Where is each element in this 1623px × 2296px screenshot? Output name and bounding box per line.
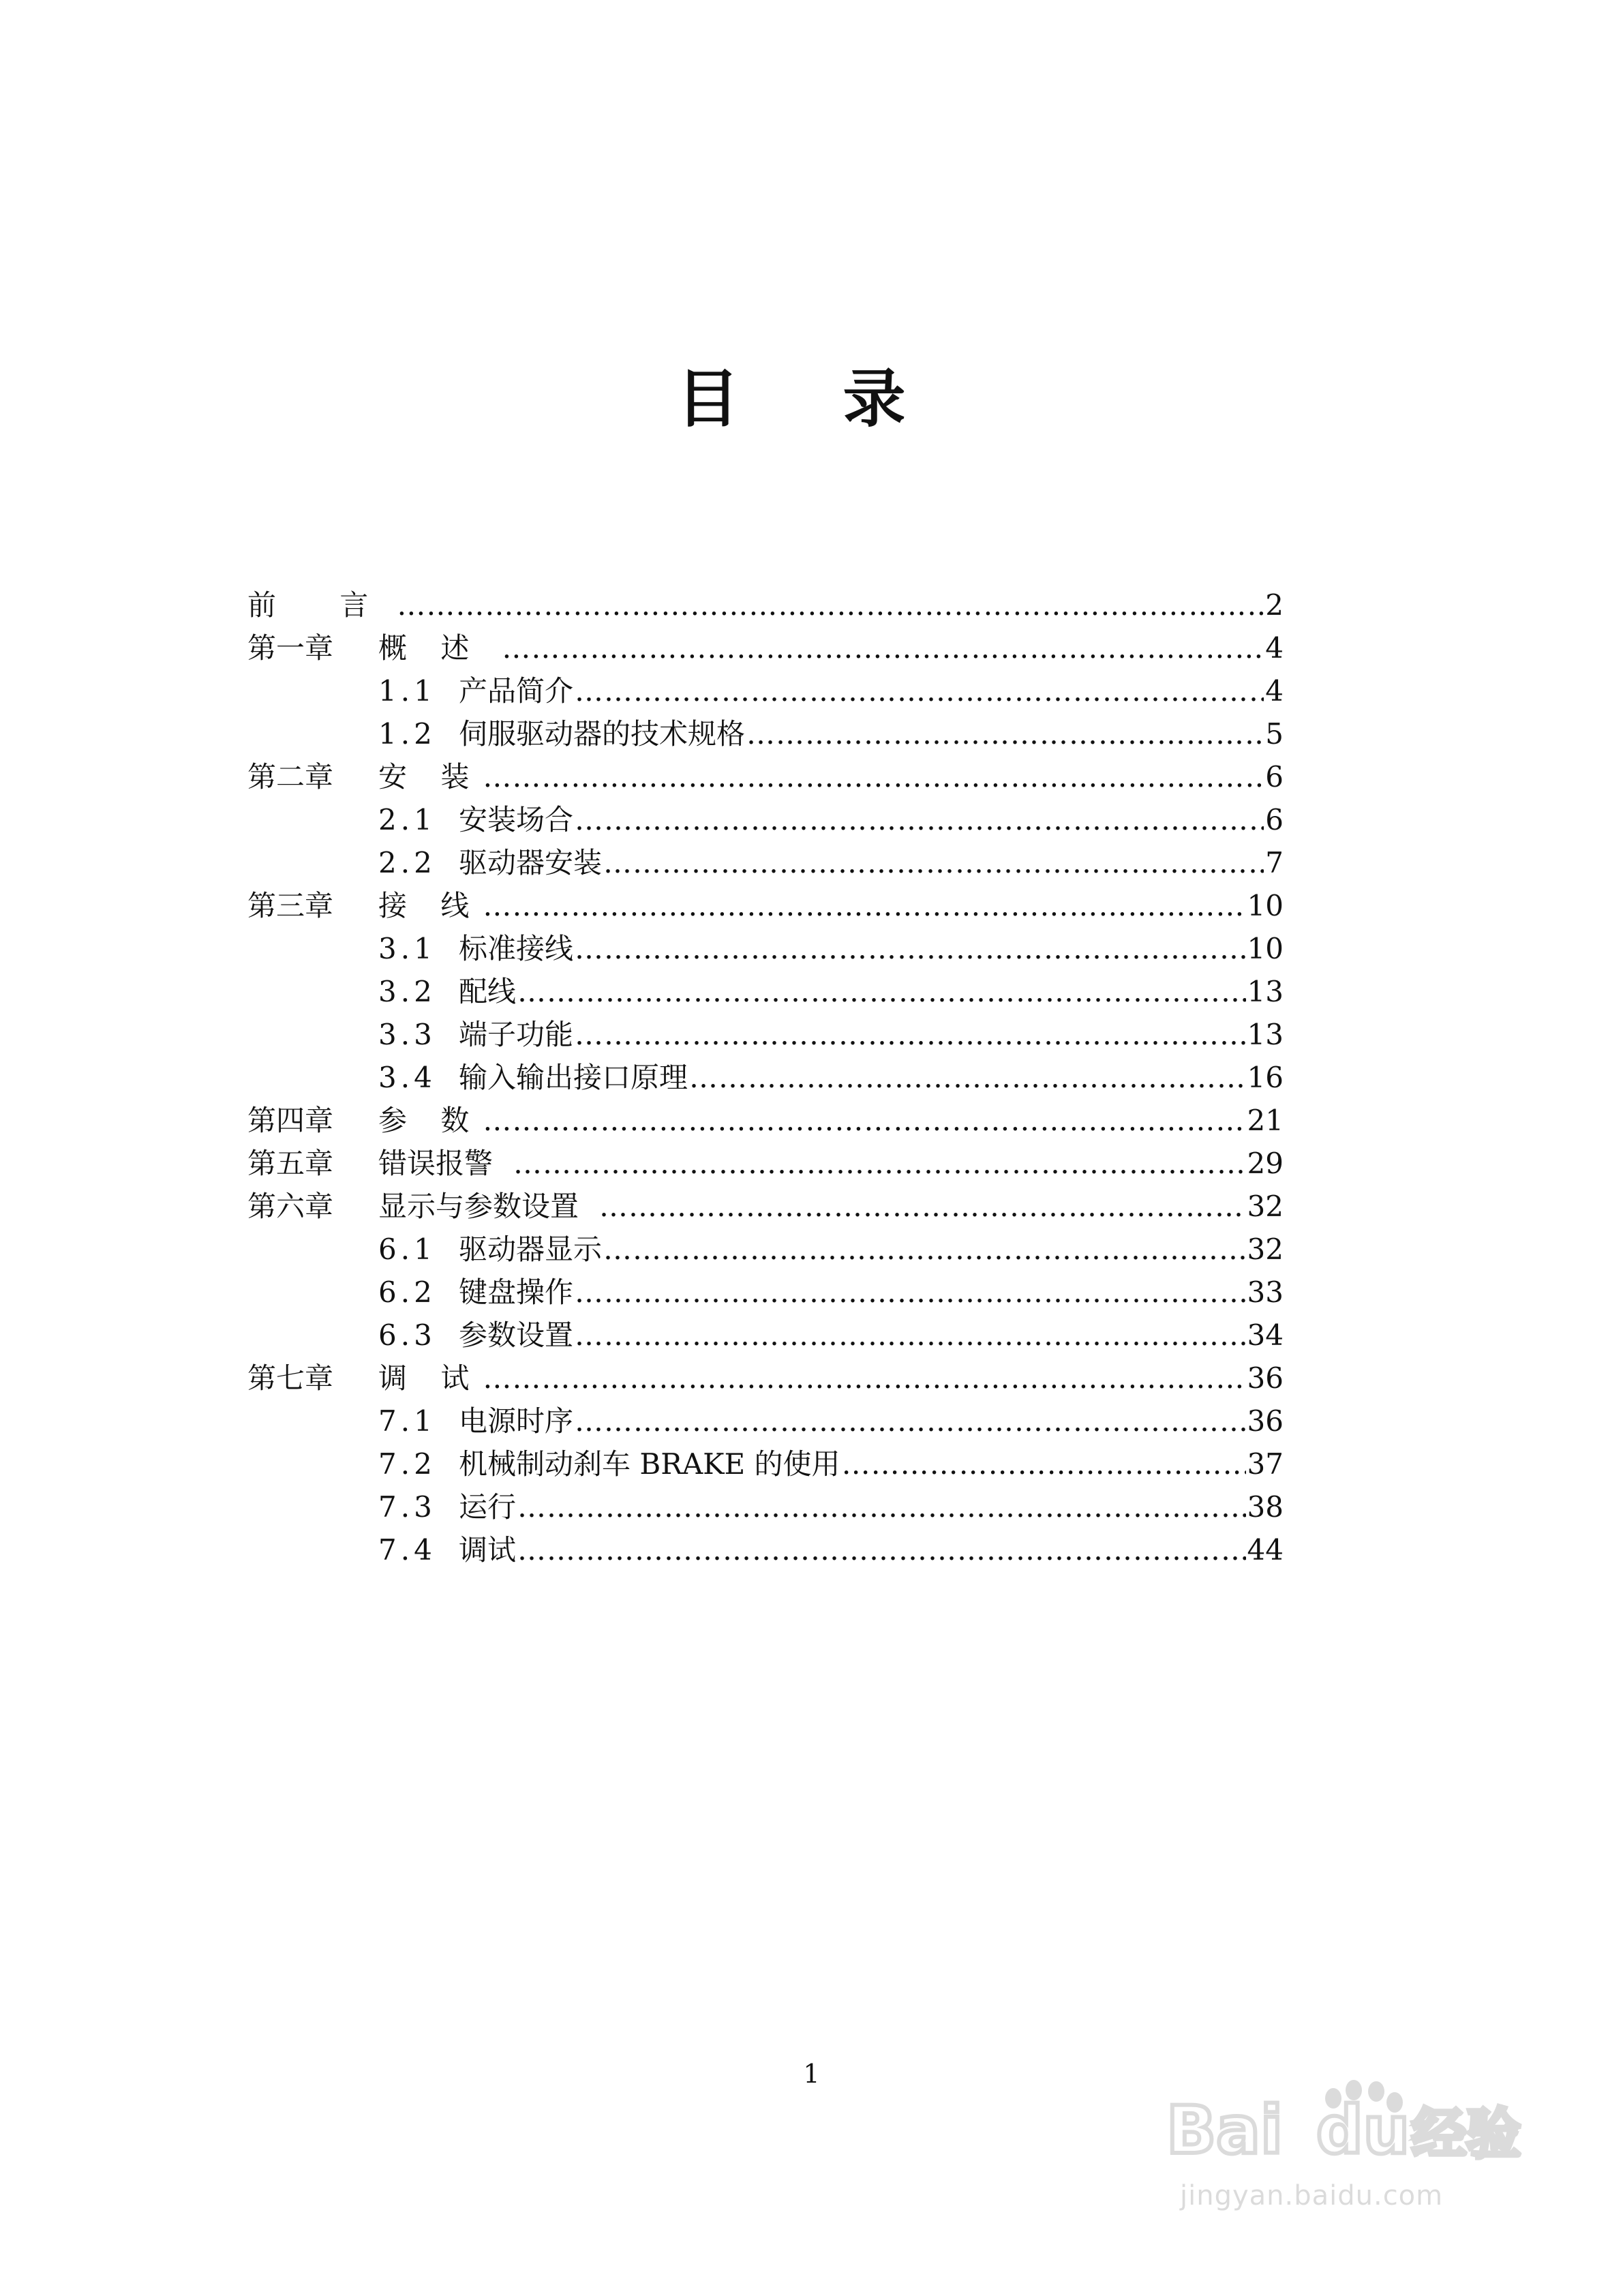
toc-title: 显示与参数设置 (378, 1189, 579, 1223)
watermark-url: jingyan.baidu.com (1180, 2180, 1444, 2211)
toc-title: 机械制动刹车 BRAKE 的使用 (459, 1447, 840, 1481)
toc-page-number: 34 (1247, 1318, 1284, 1352)
toc-row-section-1-2[interactable] (247, 712, 1284, 755)
toc-title: 伺服驱动器的技术规格 (459, 716, 746, 751)
toc-row-section-3-1[interactable] (247, 927, 1284, 970)
toc-title: 概 述 (378, 631, 482, 665)
toc-row-section-2-2[interactable] (247, 841, 1284, 884)
toc-page-number: 10 (1247, 888, 1284, 922)
toc-row-chapter-5[interactable] (247, 1142, 1284, 1185)
toc-row-chapter-6[interactable] (247, 1185, 1284, 1228)
toc-section-number: 2.2 (378, 845, 436, 879)
toc-page-number: 21 (1247, 1103, 1284, 1137)
toc-chapter-label: 第一章 (247, 631, 334, 665)
toc-row-section-3-4[interactable] (247, 1056, 1284, 1099)
toc-page-number: 16 (1247, 1060, 1284, 1094)
toc-chapter-label: 第六章 (247, 1189, 334, 1223)
toc-page-number: 7 (1265, 845, 1284, 879)
toc-section-number: 1.2 (378, 716, 436, 751)
toc-section-number: 3.3 (378, 1017, 436, 1051)
toc-page-number: 44 (1247, 1532, 1284, 1567)
toc-title: 端子功能 (459, 1017, 574, 1051)
toc-chapter-label: 第五章 (247, 1146, 334, 1180)
toc-row-section-6-1[interactable] (247, 1228, 1284, 1271)
toc-page-number: 13 (1247, 1017, 1284, 1051)
toc-dot-leader (517, 1493, 1246, 1522)
toc-title: 产品简介 (459, 674, 574, 708)
toc-dot-leader (575, 1407, 1246, 1436)
toc-dot-leader (517, 1536, 1246, 1565)
page-number: 1 (803, 2059, 820, 2089)
toc-dot-leader (513, 1149, 1246, 1178)
toc-dot-leader (575, 1321, 1246, 1350)
svg-text:Bai: Bai (1166, 2092, 1283, 2169)
toc-dot-leader (575, 1278, 1246, 1307)
toc-chapter-label: 前 言 (247, 588, 396, 622)
toc-section-number: 3.4 (378, 1060, 436, 1094)
toc-row-chapter-1[interactable] (247, 626, 1284, 669)
toc-page-number: 37 (1247, 1447, 1284, 1481)
toc-dot-leader (575, 1021, 1246, 1049)
toc-dot-leader (575, 677, 1264, 706)
toc-dot-leader (483, 892, 1245, 920)
toc-dot-leader (517, 978, 1246, 1006)
toc-row-section-3-2[interactable] (247, 970, 1284, 1013)
toc-row-section-6-3[interactable] (247, 1314, 1284, 1357)
toc-dot-leader (483, 1106, 1245, 1135)
toc-dot-leader (603, 849, 1264, 877)
toc-section-number: 3.1 (378, 931, 436, 965)
toc-dot-leader (599, 1192, 1246, 1221)
toc-page-number: 6 (1265, 802, 1284, 836)
toc-dot-leader (689, 1063, 1246, 1092)
toc-section-number: 6.1 (378, 1232, 436, 1266)
toc-row-section-7-4[interactable] (247, 1528, 1284, 1571)
toc-title: 标准接线 (459, 931, 574, 965)
toc-row-section-2-1[interactable] (247, 798, 1284, 841)
toc-row-section-7-2[interactable] (247, 1442, 1284, 1485)
toc-page-number: 36 (1247, 1361, 1284, 1395)
toc-row-section-3-3[interactable] (247, 1013, 1284, 1056)
svg-text:du: du (1316, 2092, 1410, 2169)
toc-row-chapter-7[interactable] (247, 1357, 1284, 1400)
toc-dot-leader (746, 720, 1264, 749)
toc-row-chapter-2[interactable] (247, 755, 1284, 798)
toc-row-preface[interactable] (247, 584, 1284, 626)
toc-row-chapter-4[interactable] (247, 1099, 1284, 1142)
toc-section-number: 7.1 (378, 1404, 436, 1438)
toc-title: 驱动器安装 (459, 845, 603, 879)
toc-chapter-label: 第七章 (247, 1361, 334, 1395)
baidu-jingyan-watermark (1159, 2078, 1541, 2214)
toc-title: 安装场合 (459, 802, 574, 836)
toc-title: 电源时序 (459, 1404, 574, 1438)
table-of-contents (247, 584, 1284, 1571)
toc-dot-leader (603, 1235, 1246, 1264)
toc-section-number: 1.1 (378, 674, 436, 708)
toc-row-section-7-1[interactable] (247, 1400, 1284, 1442)
toc-page-number: 32 (1247, 1189, 1284, 1223)
toc-page-number: 33 (1247, 1275, 1284, 1309)
toc-page-number: 10 (1247, 931, 1284, 965)
toc-page-number: 6 (1265, 759, 1284, 794)
toc-page-number: 32 (1247, 1232, 1284, 1266)
toc-page-number: 5 (1265, 716, 1284, 751)
toc-page-number: 29 (1247, 1146, 1284, 1180)
baidu-jingyan-logo-icon (1159, 2078, 1541, 2173)
toc-title: 键盘操作 (459, 1275, 574, 1309)
toc-title: 参数设置 (459, 1318, 574, 1352)
page-title: 目 录 (676, 363, 947, 436)
toc-dot-leader (575, 935, 1246, 963)
toc-chapter-label: 第二章 (247, 759, 334, 794)
toc-section-number: 7.2 (378, 1447, 436, 1481)
toc-chapter-label: 第三章 (247, 888, 334, 922)
toc-page-number: 13 (1247, 974, 1284, 1008)
toc-row-section-1-1[interactable] (247, 669, 1284, 712)
toc-dot-leader (575, 806, 1264, 834)
toc-title: 驱动器显示 (459, 1232, 603, 1266)
svg-text:经验: 经验 (1412, 2102, 1521, 2166)
toc-dot-leader (483, 763, 1264, 791)
toc-title: 配线 (459, 974, 517, 1008)
toc-page-number: 4 (1265, 631, 1284, 665)
toc-page-number: 2 (1265, 588, 1284, 622)
toc-title: 运行 (459, 1490, 517, 1524)
toc-title: 调 试 (378, 1361, 482, 1395)
toc-title: 安 装 (378, 759, 482, 794)
toc-page-number: 36 (1247, 1404, 1284, 1438)
toc-dot-leader (397, 591, 1264, 620)
toc-page-number: 4 (1265, 674, 1284, 708)
toc-title: 错误报警 (378, 1146, 494, 1180)
toc-dot-leader (842, 1450, 1246, 1479)
toc-dot-leader (483, 1364, 1245, 1393)
toc-title: 输入输出接口原理 (459, 1060, 688, 1094)
toc-title: 参 数 (378, 1103, 482, 1137)
toc-section-number: 7.4 (378, 1532, 436, 1567)
toc-row-section-6-2[interactable] (247, 1271, 1284, 1314)
toc-section-number: 3.2 (378, 974, 436, 1008)
toc-title: 调试 (459, 1532, 517, 1567)
toc-page-number: 38 (1247, 1490, 1284, 1524)
toc-title: 接 线 (378, 888, 482, 922)
toc-dot-leader (502, 634, 1264, 663)
toc-chapter-label: 第四章 (247, 1103, 334, 1137)
toc-section-number: 6.2 (378, 1275, 436, 1309)
toc-section-number: 2.1 (378, 802, 436, 836)
toc-row-section-7-3[interactable] (247, 1485, 1284, 1528)
toc-section-number: 7.3 (378, 1490, 436, 1524)
toc-row-chapter-3[interactable] (247, 884, 1284, 927)
toc-section-number: 6.3 (378, 1318, 436, 1352)
